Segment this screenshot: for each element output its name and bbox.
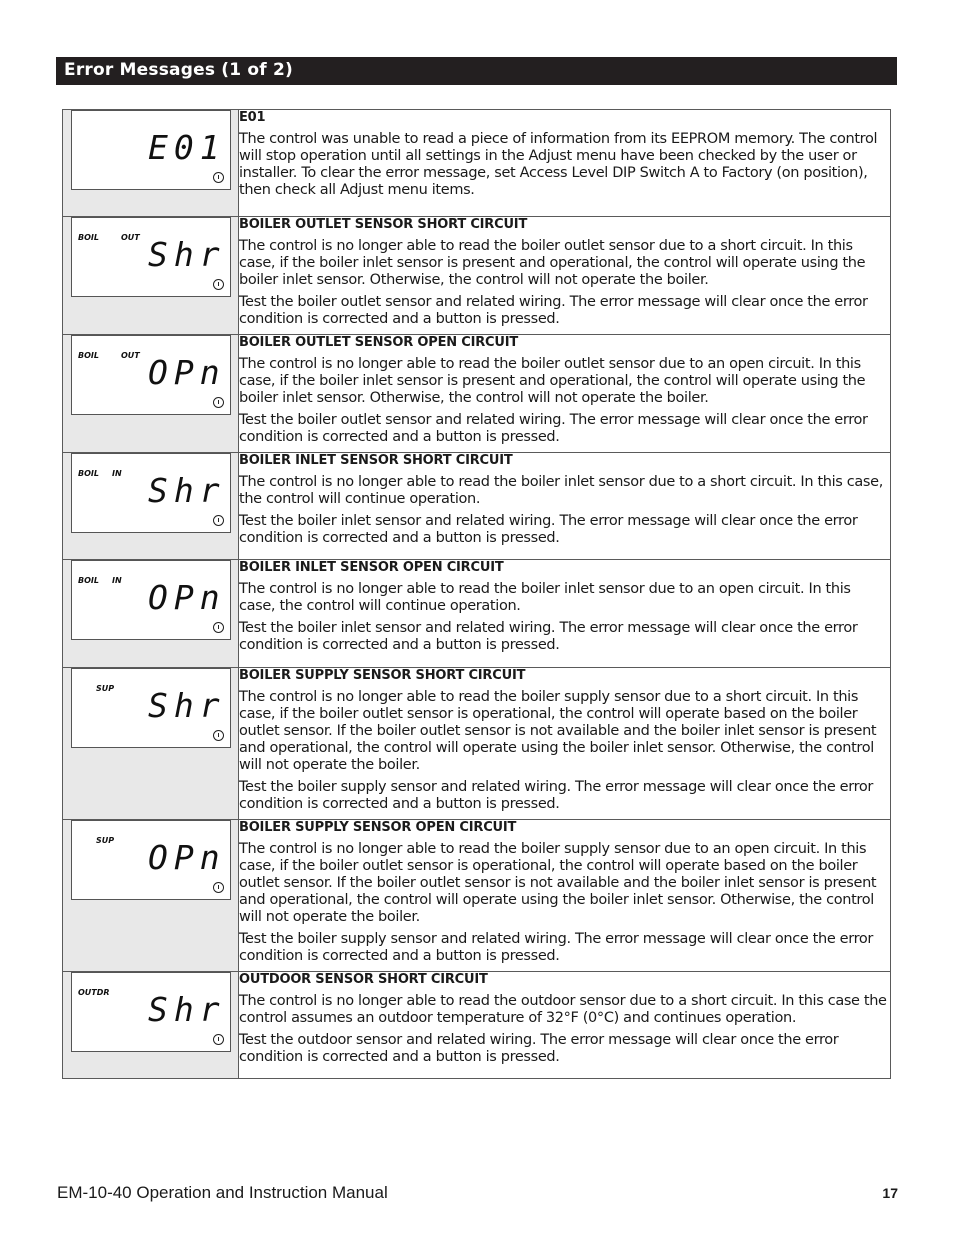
error-description: The control is no longer able to read the boiler supply sensor due to a short circuit. In this case, if the boiler outlet sensor is operational, the control will operate based on the boiler outlet sensor. If the boiler outlet sensor is not available and the boiler inlet sensor is present and operational, the control will operate using the boiler inlet sensor. Otherwise, the control will not operate the boiler.: [239, 689, 877, 773]
error-description: Test the boiler inlet sensor and related wiring. The error message will clear once the error condition is corrected and a button is pressed.: [239, 513, 858, 546]
error-description: The control is no longer able to read the boiler inlet sensor due to a short circuit. In this case, the control will continue operation.: [239, 474, 883, 507]
lcd-display: [71, 110, 231, 190]
lcd-display-cell: [63, 217, 239, 335]
error-title: OUTDOOR SENSOR SHORT CIRCUIT: [239, 972, 488, 987]
error-description: Test the boiler outlet sensor and related wiring. The error message will clear once the error condition is corrected and a button is pressed.: [239, 294, 868, 327]
lcd-segment-label: IN: [112, 469, 122, 478]
lcd-display: [71, 560, 231, 640]
lcd-display-cell: [63, 668, 239, 820]
error-row: [63, 820, 891, 972]
lcd-display: [71, 453, 231, 533]
lcd-display-cell: [63, 335, 239, 453]
error-row: [63, 560, 891, 668]
lcd-error-code: E01: [148, 128, 226, 167]
error-title: BOILER SUPPLY SENSOR OPEN CIRCUIT: [239, 820, 517, 835]
alert-icon: [213, 882, 224, 893]
lcd-segment-label: BOIL: [78, 351, 99, 360]
error-description: Test the boiler outlet sensor and related wiring. The error message will clear once the error condition is corrected and a button is pressed.: [239, 412, 868, 445]
error-description: Test the boiler supply sensor and related wiring. The error message will clear once the error condition is corrected and a button is pressed.: [239, 931, 874, 964]
lcd-segment-label: BOIL: [78, 469, 99, 478]
lcd-display: [71, 217, 231, 297]
lcd-display: [71, 335, 231, 415]
error-row: [63, 335, 891, 453]
lcd-display-cell: [63, 453, 239, 560]
error-description-cell: [239, 110, 891, 217]
error-title: BOILER OUTLET SENSOR OPEN CIRCUIT: [239, 335, 519, 350]
lcd-display: [71, 972, 231, 1052]
alert-icon: [213, 515, 224, 526]
error-row: [63, 668, 891, 820]
error-description: The control is no longer able to read the boiler outlet sensor due to a short circuit. In this case, if the boiler inlet sensor is present and operational, the control will operate using the boiler inlet sensor. Otherwise, the control will not operate the boiler.: [239, 238, 866, 288]
error-description-cell: [239, 335, 891, 453]
error-description-cell: [239, 668, 891, 820]
error-description: The control is no longer able to read the boiler inlet sensor due to an open circuit. In this case, the control will continue operation.: [239, 581, 851, 614]
lcd-segment-label: IN: [112, 576, 122, 585]
lcd-display: [71, 668, 231, 748]
lcd-error-code: Shr: [148, 990, 226, 1029]
lcd-segment-label: BOIL: [78, 233, 99, 242]
section-header-bar: [56, 57, 897, 85]
error-description: The control is no longer able to read the boiler supply sensor due to an open circuit. In this case, if the boiler outlet sensor is operational, the control will operate based on the boiler outlet sensor. If the boiler outlet sensor is not available and the boiler inlet sensor is present and operational, the control will operate using the boiler inlet sensor. Otherwise, the control will not operate the boiler.: [239, 841, 877, 925]
error-description: The control was unable to read a piece of information from its EEPROM memory. The control will stop operation until all settings in the Adjust menu have been checked by the user or installer. To clear the error message, set Access Level DIP Switch A to Factory (on position), then check all Adjust menu items.: [239, 131, 878, 198]
footer-manual-title: EM-10-40 Operation and Instruction Manual: [57, 1183, 388, 1202]
lcd-display-cell: [63, 560, 239, 668]
alert-icon: [213, 172, 224, 183]
error-description-cell: [239, 217, 891, 335]
alert-icon: [213, 1034, 224, 1045]
lcd-error-code: Shr: [148, 235, 226, 274]
lcd-display-cell: [63, 972, 239, 1079]
lcd-display-cell: [63, 820, 239, 972]
lcd-display: [71, 820, 231, 900]
error-description-cell: [239, 453, 891, 560]
error-row: [63, 217, 891, 335]
error-messages-table: [62, 109, 891, 1079]
lcd-segment-label: SUP: [96, 684, 115, 693]
error-description: Test the boiler supply sensor and related wiring. The error message will clear once the error condition is corrected and a button is pressed.: [239, 779, 874, 812]
lcd-error-code: OPn: [148, 353, 226, 392]
error-description: Test the boiler inlet sensor and related wiring. The error message will clear once the error condition is corrected and a button is pressed.: [239, 620, 858, 653]
page-number: 17: [882, 1185, 898, 1201]
error-row: [63, 453, 891, 560]
alert-icon: [213, 730, 224, 741]
error-title: BOILER SUPPLY SENSOR SHORT CIRCUIT: [239, 668, 526, 683]
lcd-display-cell: [63, 110, 239, 217]
lcd-error-code: OPn: [148, 838, 226, 877]
error-title: BOILER INLET SENSOR SHORT CIRCUIT: [239, 453, 513, 468]
lcd-segment-label: OUTDR: [78, 988, 110, 997]
alert-icon: [213, 279, 224, 290]
alert-icon: [213, 397, 224, 408]
error-description: The control is no longer able to read the boiler outlet sensor due to an open circuit. In this case, if the boiler inlet sensor is present and operational, the control will operate using the boiler inlet sensor. Otherwise, the control will not operate the boiler.: [239, 356, 866, 406]
error-description-cell: [239, 560, 891, 668]
lcd-error-code: OPn: [148, 578, 226, 617]
error-description-cell: [239, 820, 891, 972]
lcd-segment-label: SUP: [96, 836, 115, 845]
lcd-segment-label: OUT: [121, 233, 140, 242]
error-description-cell: [239, 972, 891, 1079]
lcd-segment-label: BOIL: [78, 576, 99, 585]
error-description: The control is no longer able to read the outdoor sensor due to a short circuit. In this case the control assumes an outdoor temperature of 32°F (0°C) and continues operation.: [239, 993, 887, 1026]
alert-icon: [213, 622, 224, 633]
section-title: Error Messages (1 of 2): [64, 60, 293, 80]
lcd-error-code: Shr: [148, 471, 226, 510]
error-row: [63, 110, 891, 217]
error-title: E01: [239, 110, 266, 125]
error-row: [63, 972, 891, 1079]
error-description: Test the outdoor sensor and related wiring. The error message will clear once the error condition is corrected and a button is pressed.: [239, 1032, 839, 1065]
error-title: BOILER OUTLET SENSOR SHORT CIRCUIT: [239, 217, 528, 232]
lcd-error-code: Shr: [148, 686, 226, 725]
lcd-segment-label: OUT: [121, 351, 140, 360]
error-title: BOILER INLET SENSOR OPEN CIRCUIT: [239, 560, 504, 575]
